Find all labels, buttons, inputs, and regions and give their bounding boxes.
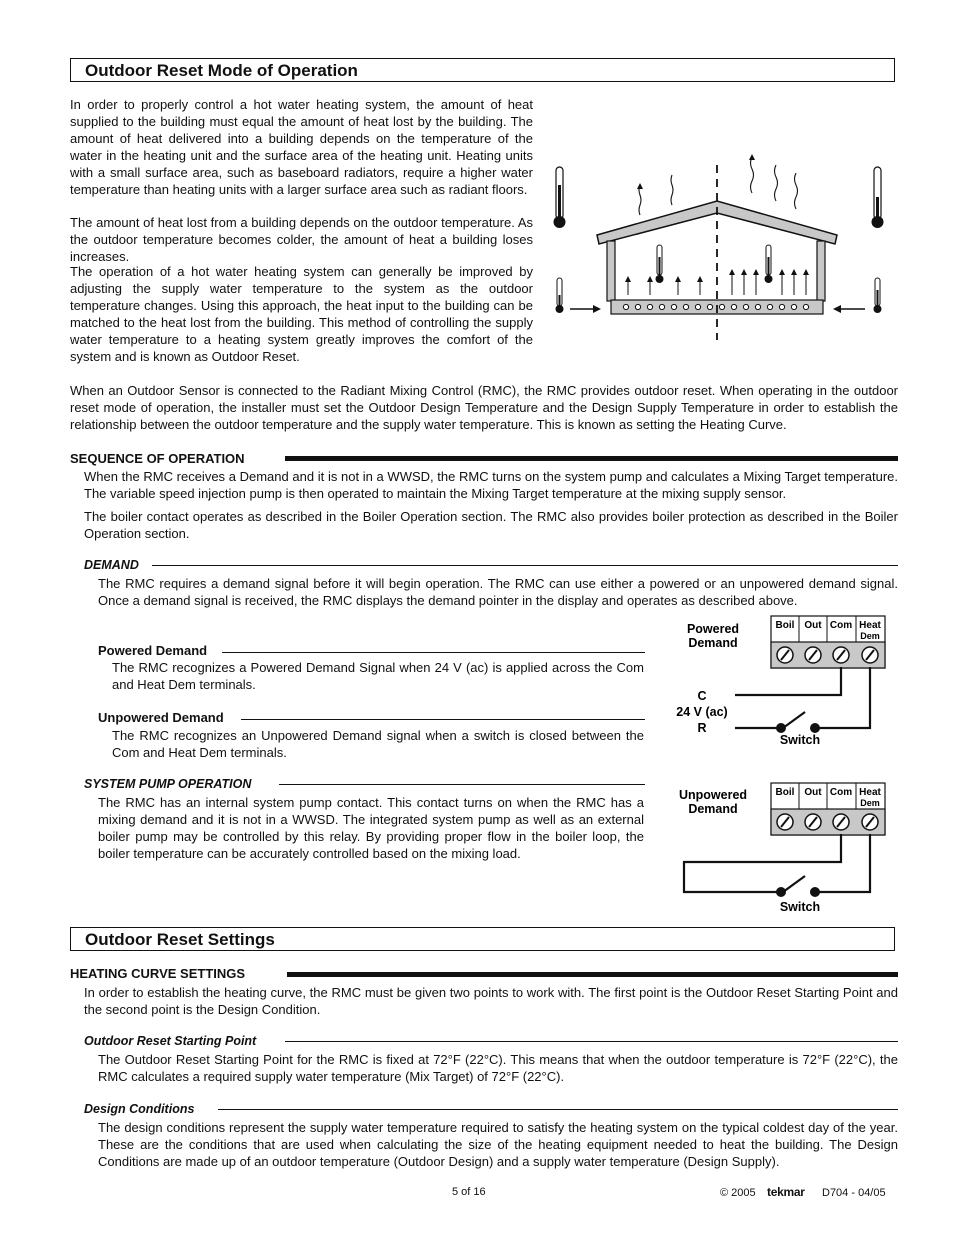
design-conditions-text: The design conditions represent the supply water temperature required to satisfy the heating system on the typical coldest day of the year. These are the conditions that are used when calculating the size of the heating equipment needed to heat the building. The Design Conditions are made up of an outdoor temperature (Outdoor Design) and a supply water temperature (Design Supply). [98, 1120, 898, 1169]
unpowered-demand-heading: Unpowered Demand [98, 710, 224, 725]
starting-point-text: The Outdoor Reset Starting Point for the RMC is fixed at 72°F (22°C). This means that when the outdoor temperature is 72°F (22°C), the RMC calculates a required supply water temperature (Mix Target) of 72°F (22°C). [98, 1052, 898, 1084]
copyright: © 2005 [720, 1187, 756, 1199]
terminal-dem: Dem [860, 631, 880, 641]
voltage-label: 24 V (ac) [676, 705, 728, 719]
sequence-paragraph-2: The boiler contact operates as described in the Boiler Operation section. The RMC also provides boiler protection as described in the Boiler Operation section. [84, 509, 898, 541]
terminal-boil: Boil [775, 787, 795, 798]
sequence-paragraph-1: When the RMC receives a Demand and it is not in a WWSD, the RMC turns on the system pump and calculates a Mixing Target temperature. The variable speed injection pump is then operated to maintain the Mixing Target temperature at the mixing supply sensor. [84, 469, 898, 501]
heading-rule [279, 784, 645, 785]
intro-paragraph-1: In order to properly control a hot water heating system, the amount of heat supplied to the building must equal the amount of heat lost by the building. The amount of heat delivered into a building depends on the temperature of the water in the heating unit and the surface area of the heating unit. Heating units with a small surface area, such as baseboard radiators, require a higher water temperature than heating units with a larger surface area such as radiant floors. [70, 97, 533, 197]
intro-paragraph-2: The amount of heat lost from a building depends on the outdoor temperature. As the outdoor temperature becomes colder, the amount of heat a building loses increases. [70, 215, 533, 264]
starting-point-heading: Outdoor Reset Starting Point [84, 1034, 257, 1048]
powered-demand-heading: Powered Demand [98, 643, 208, 658]
unpowered-label-2: Demand [688, 802, 738, 816]
document-id: D704 - 04/05 [822, 1187, 886, 1199]
outdoor-reset-house-illustration [545, 145, 895, 345]
brand-logo: tekmar [767, 1185, 805, 1199]
heading-rule [287, 972, 898, 977]
heading-rule [152, 565, 898, 566]
section-title: Outdoor Reset Mode of Operation [85, 61, 358, 80]
intro-paragraph-3: The operation of a hot water heating system can generally be improved by adjusting the supply water temperature to the system as the outdoor temperature changes. Using this approach, the heat input to the building can be matched to the heat lost from the building. This method of controlling the supply water temperature to a heating system greatly improves the comfort of the system and is known as Outdoor Reset. [70, 264, 533, 364]
r-label: R [697, 721, 707, 735]
heading-rule [218, 1109, 898, 1110]
powered-demand-text: The RMC recognizes a Powered Demand Signal when 24 V (ac) is applied across the Com and Heat Dem terminals. [112, 660, 644, 692]
section-title-box [70, 58, 895, 82]
demand-heading: DEMAND [84, 558, 139, 572]
switch-label: Switch [779, 900, 821, 914]
system-pump-heading: SYSTEM PUMP OPERATION [84, 777, 252, 791]
unpowered-demand-text: The RMC recognizes an Unpowered Demand signal when a switch is closed between the Com and Heat Dem terminals. [112, 728, 644, 760]
terminal-heat: Heat [859, 787, 881, 798]
powered-label-2: Demand [688, 636, 738, 650]
page-number: 5 of 16 [452, 1186, 486, 1198]
heading-rule [222, 652, 645, 653]
heating-curve-heading: HEATING CURVE SETTINGS [70, 966, 246, 981]
section-title-box [70, 927, 895, 951]
terminal-boil: Boil [775, 620, 795, 631]
terminal-out: Out [804, 620, 822, 631]
design-conditions-heading: Design Conditions [84, 1102, 195, 1116]
switch-label: Switch [779, 733, 821, 747]
heating-curve-paragraph: In order to establish the heating curve, the RMC must be given two points to work with. The first point is the Outdoor Reset Starting Point and the second point is the Design Condition. [84, 985, 898, 1017]
powered-demand-wiring-diagram [665, 612, 895, 752]
heading-rule [285, 1041, 898, 1042]
heading-rule [285, 456, 898, 461]
section-title: Outdoor Reset Settings [85, 930, 275, 949]
terminal-com: Com [829, 787, 853, 798]
terminal-dem: Dem [860, 798, 880, 808]
unpowered-label-1: Unpowered [678, 788, 748, 802]
powered-label-1: Powered [686, 622, 740, 636]
c-label: C [697, 689, 707, 703]
system-pump-text: The RMC has an internal system pump contact. This contact turns on when the RMC has a mixing demand and it is not in a WWSD. The integrated system pump as well as an external boiler pump may be controlled by this relay. By providing proper flow in the boiler loop, the boiler temperature can be accurately controlled based on the mixing load. [98, 795, 644, 861]
heading-rule [241, 719, 645, 720]
demand-text: The RMC requires a demand signal before it will begin operation. The RMC can use either a powered or an unpowered demand signal. Once a demand signal is received, the RMC displays the demand pointer in the display and operates as described above. [98, 576, 898, 608]
unpowered-demand-wiring-diagram [665, 779, 895, 919]
demand-paragraph [98, 575, 898, 608]
terminal-com: Com [829, 620, 853, 631]
terminal-out: Out [804, 787, 822, 798]
terminal-heat: Heat [859, 620, 881, 631]
sequence-heading: SEQUENCE OF OPERATION [70, 451, 245, 466]
intro-paragraph-4: When an Outdoor Sensor is connected to the Radiant Mixing Control (RMC), the RMC provides outdoor reset. When operating in the outdoor reset mode of operation, the installer must set the Outdoor Design Temperature and the Design Supply Temperature in order to establish the relationship between the outdoor temperature and the supply water temperature. This is known as setting the Heating Curve. [70, 383, 898, 432]
